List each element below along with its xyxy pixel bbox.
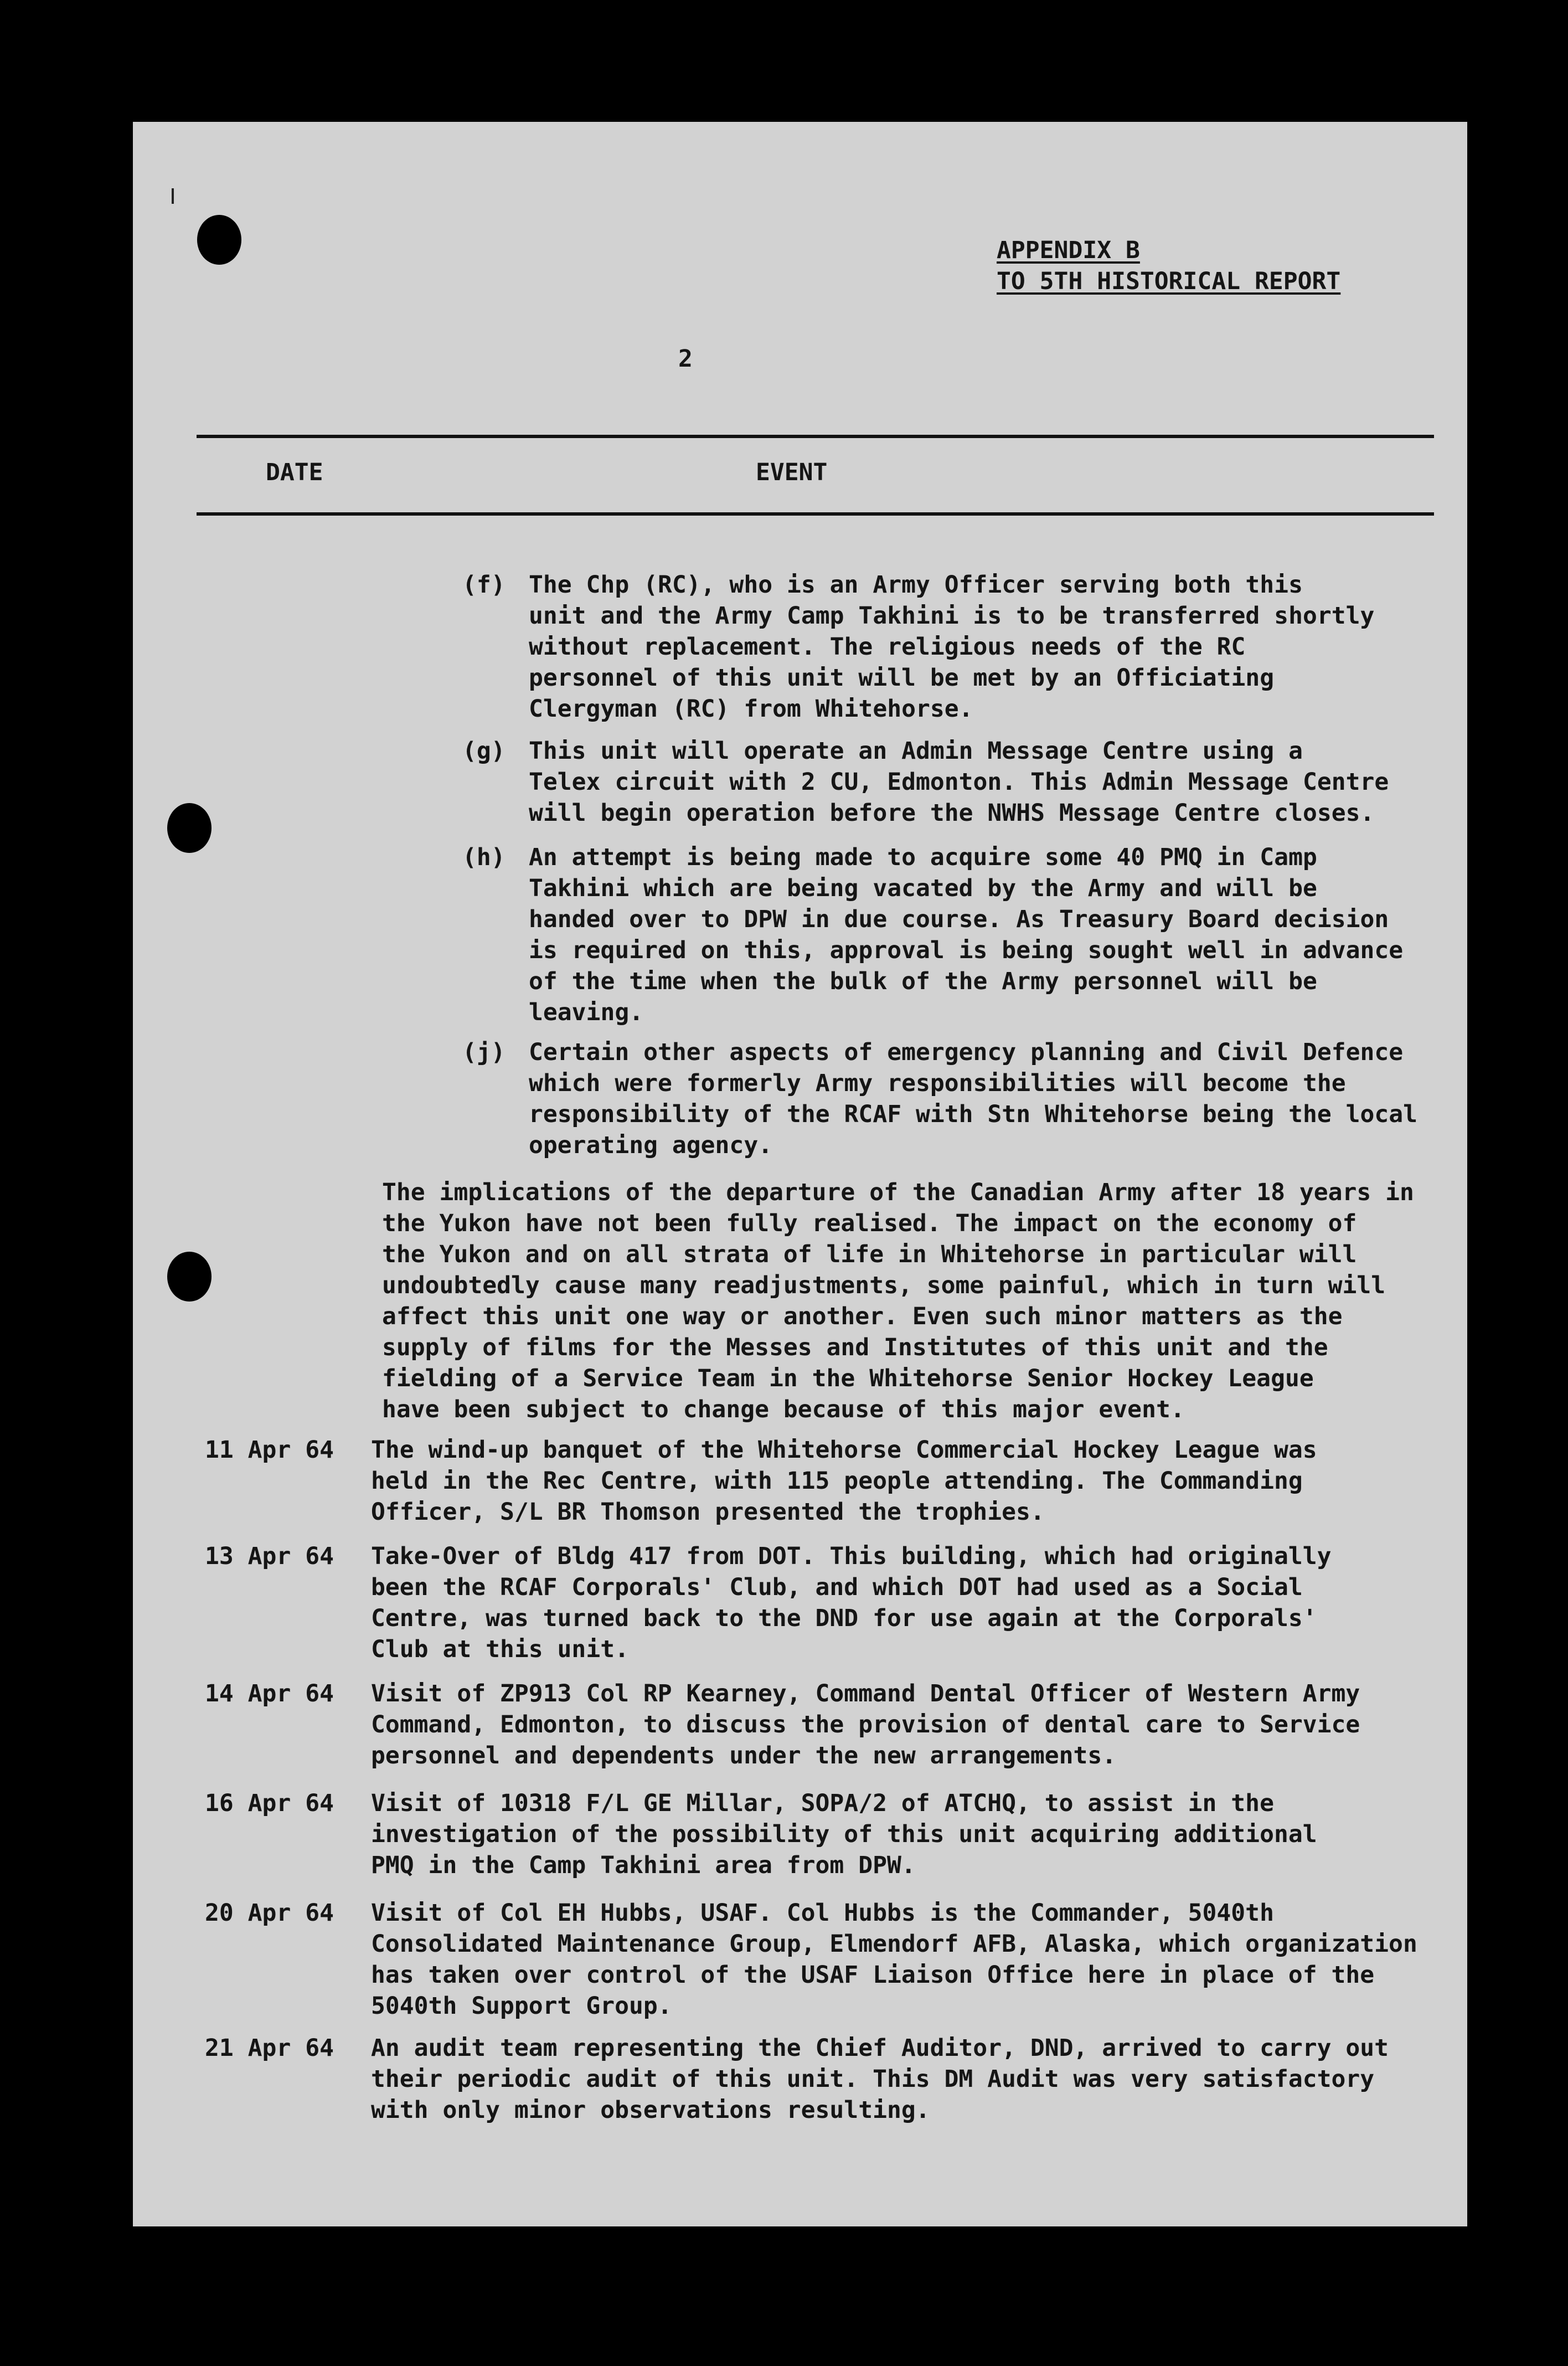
entry-line: Visit of ZP913 Col RP Kearney, Command Dental Officer of Western Army — [371, 1680, 1360, 1707]
item-label: (f) — [462, 571, 506, 599]
item-line: handed over to DPW in due course. As Treasury Board decision — [529, 906, 1389, 933]
punch-hole-bottom — [167, 1252, 212, 1302]
entry-line: An audit team representing the Chief Auditor, DND, arrived to carry out — [371, 2034, 1389, 2062]
item-line: This unit will operate an Admin Message Centre using a — [529, 737, 1303, 765]
entry-line: 5040th Support Group. — [371, 1992, 672, 2020]
item-line: personnel of this unit will be met by an Officiating — [529, 664, 1275, 692]
event-column-header: EVENT — [756, 459, 828, 486]
item-label: (j) — [462, 1038, 506, 1066]
entry-date: 20 Apr 64 — [205, 1899, 334, 1927]
document-page — [133, 122, 1467, 2226]
header-rule-bottom — [197, 512, 1434, 516]
date-column-header: DATE — [266, 459, 323, 486]
entry-date: 14 Apr 64 — [205, 1680, 334, 1707]
paragraph-line: fielding of a Service Team in the Whitehorse Senior Hockey League — [382, 1365, 1314, 1392]
item-line: will begin operation before the NWHS Message Centre closes. — [529, 799, 1375, 827]
item-line: An attempt is being made to acquire some 40 PMQ in Camp — [529, 843, 1317, 871]
item-line: Certain other aspects of emergency planning and Civil Defence — [529, 1038, 1404, 1066]
entry-line: Take-Over of Bldg 417 from DOT. This building, which had originally — [371, 1542, 1332, 1570]
item-line: which were formerly Army responsibilities will become the — [529, 1069, 1346, 1097]
page-number: 2 — [678, 345, 693, 373]
paragraph-line: the Yukon have not been fully realised. The impact on the economy of — [382, 1210, 1357, 1237]
entry-line: has taken over control of the USAF Liaison Office here in place of the — [371, 1961, 1375, 1989]
punch-hole-top — [197, 215, 241, 265]
item-line: without replacement. The religious needs of the RC — [529, 633, 1246, 661]
item-line: operating agency. — [529, 1131, 773, 1159]
appendix-heading — [997, 235, 1340, 297]
paragraph-line: affect this unit one way or another. Even such minor matters as the — [382, 1303, 1343, 1330]
entry-line: PMQ in the Camp Takhini area from DPW. — [371, 1851, 916, 1879]
item-line: Takhini which are being vacated by the Army and will be — [529, 875, 1317, 902]
entry-line: Officer, S/L BR Thomson presented the trophies. — [371, 1498, 1045, 1526]
entry-line: Club at this unit. — [371, 1635, 629, 1663]
entry-line: held in the Rec Centre, with 115 people attending. The Commanding — [371, 1467, 1303, 1495]
paragraph-line: The implications of the departure of the Canadian Army after 18 years in — [382, 1179, 1414, 1206]
item-line: Telex circuit with 2 CU, Edmonton. This Admin Message Centre — [529, 768, 1389, 796]
appendix-title: APPENDIX B — [997, 236, 1140, 264]
item-line: responsibility of the RCAF with Stn Whitehorse being the local — [529, 1100, 1418, 1128]
pen-mark — [172, 188, 174, 204]
entry-line: with only minor observations resulting. — [371, 2096, 930, 2124]
item-line: Clergyman (RC) from Whitehorse. — [529, 695, 973, 723]
entry-date: 11 Apr 64 — [205, 1436, 334, 1464]
item-line: leaving. — [529, 999, 644, 1026]
entry-date: 21 Apr 64 — [205, 2034, 334, 2062]
entry-date: 13 Apr 64 — [205, 1542, 334, 1570]
entry-line: Consolidated Maintenance Group, Elmendorf AFB, Alaska, which organization — [371, 1930, 1417, 1958]
item-line: unit and the Army Camp Takhini is to be transferred shortly — [529, 602, 1375, 630]
punch-hole-middle — [167, 803, 212, 853]
paragraph-line: the Yukon and on all strata of life in Whitehorse in particular will — [382, 1241, 1357, 1268]
paragraph-line: supply of films for the Messes and Institutes of this unit and the — [382, 1334, 1328, 1361]
item-label: (h) — [462, 843, 506, 871]
entry-line: their periodic audit of this unit. This DM Audit was very satisfactory — [371, 2065, 1375, 2093]
entry-line: Visit of 10318 F/L GE Millar, SOPA/2 of ATCHQ, to assist in the — [371, 1789, 1274, 1817]
header-rule-top — [197, 435, 1434, 438]
entry-line: been the RCAF Corporals' Club, and which DOT had used as a Social — [371, 1573, 1303, 1601]
paragraph-line: undoubtedly cause many readjustments, some painful, which in turn will — [382, 1272, 1386, 1299]
paragraph-line: have been subject to change because of this major event. — [382, 1396, 1185, 1423]
entry-line: Centre, was turned back to the DND for use again at the Corporals' — [371, 1604, 1317, 1632]
implications-paragraph — [382, 1177, 1414, 1425]
entry-line: Visit of Col EH Hubbs, USAF. Col Hubbs is the Commander, 5040th — [371, 1899, 1274, 1927]
item-line: The Chp (RC), who is an Army Officer serving both this — [529, 571, 1303, 599]
entry-date: 16 Apr 64 — [205, 1789, 334, 1817]
entry-line: Command, Edmonton, to discuss the provision of dental care to Service — [371, 1711, 1360, 1739]
item-line: is required on this, approval is being sought well in advance — [529, 937, 1404, 964]
entry-line: investigation of the possibility of this unit acquiring additional — [371, 1820, 1317, 1848]
appendix-subtitle: TO 5TH HISTORICAL REPORT — [997, 268, 1341, 295]
entry-line: personnel and dependents under the new arrangements. — [371, 1742, 1117, 1770]
item-line: of the time when the bulk of the Army personnel will be — [529, 968, 1317, 995]
entry-line: The wind-up banquet of the Whitehorse Commercial Hockey League was — [371, 1436, 1317, 1464]
item-label: (g) — [462, 737, 506, 765]
